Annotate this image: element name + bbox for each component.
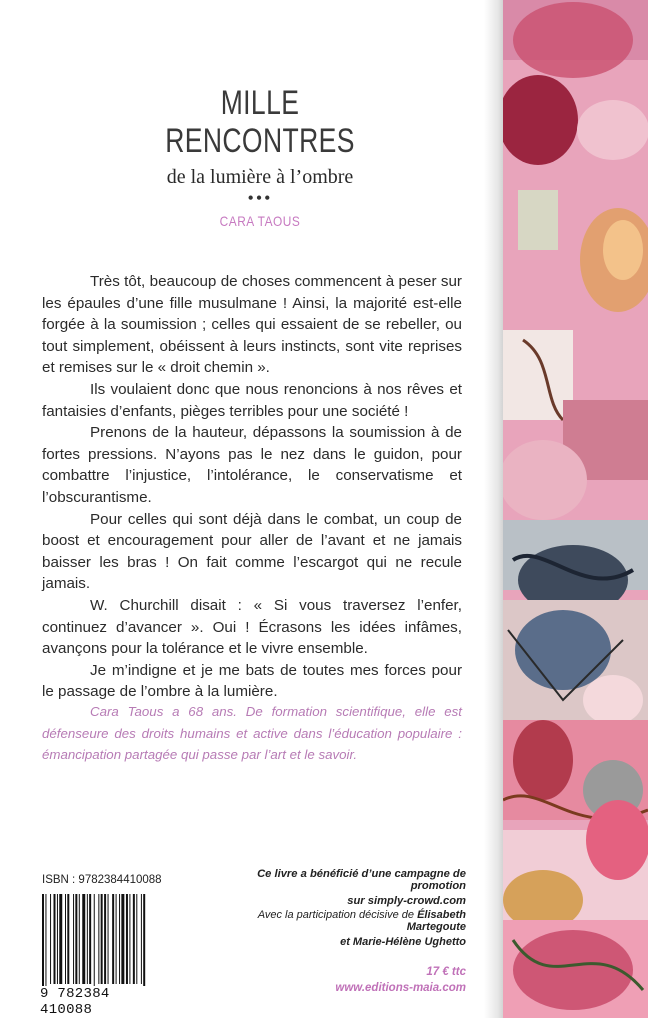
barcode-bar xyxy=(59,894,62,984)
cover-title-block xyxy=(120,84,400,229)
barcode-digits: 9 782384 410088 xyxy=(40,986,170,1018)
participant-name-1: Élisabeth Martegoute xyxy=(406,909,466,933)
barcode-bar xyxy=(136,894,137,984)
spine-shadow xyxy=(484,0,504,1018)
blurb-paragraph: Ils voulaient donc que nous renoncions à nos rêves et fantaisies d’enfants, pièges terribles pour une société ! xyxy=(42,380,462,420)
barcode-bar xyxy=(65,894,66,984)
book-subtitle: de la lumière à l’ombre xyxy=(166,166,354,188)
participation-and: et xyxy=(340,936,353,948)
barcode-bar xyxy=(98,894,99,984)
publisher-url: www.editions-maia.com xyxy=(335,982,466,994)
isbn-label: ISBN : 9782384410088 xyxy=(42,874,162,886)
barcode-bar xyxy=(82,894,85,984)
barcode-bar xyxy=(42,894,44,992)
barcode-bar xyxy=(129,894,130,984)
barcode-bar xyxy=(67,894,69,984)
barcode-bar xyxy=(121,894,124,984)
participation-prefix: Avec la participation décisive de xyxy=(257,909,418,921)
blurb-paragraph: Très tôt, beaucoup de choses commencent à peser sur les épaules d’une fille musulmane ! Ainsi, la majorité est-elle forgée à la soumission ; celles qui essaient de se rebeller, ou tout simplement, obéissent à leurs instincts, sont vite reprises et remises sur le « droit chemin ». xyxy=(42,273,462,377)
barcode-bar xyxy=(104,894,106,984)
participant-name-2: Marie-Hélène Ughetto xyxy=(352,936,466,948)
blurb-text xyxy=(42,271,462,703)
promo-line-1: Ce livre a bénéficié d’une campagne de promotion xyxy=(257,868,466,892)
artwork-painting xyxy=(503,0,648,1018)
barcode-bar xyxy=(101,894,103,984)
book-title-line-1: MILLE xyxy=(220,84,300,122)
blurb-paragraph: Prenons de la hauteur, dépassons la soumission à de fortes pressions. N’ayons pas le nez dans le guidon, pour combattre l’injustice, l’intolérance, le conservatisme et l’obscurantisme. xyxy=(42,424,462,506)
barcode-bar xyxy=(45,894,46,992)
blurb-paragraph: Je m’indigne et je me bats de toutes mes forces pour le passage de l’ombre à la lumière. xyxy=(42,661,462,701)
barcode-bar xyxy=(112,894,114,984)
barcode-bar xyxy=(89,894,91,984)
barcode-bar xyxy=(87,894,88,984)
blurb-paragraph: W. Churchill disait : « Si vous traversez l’enfer, continuez d’avancer ». Oui ! Écrasons les idées infâmes, avançons pour la tolérance et le vivre ensemble. xyxy=(42,596,462,658)
barcode-bar xyxy=(119,894,120,984)
promo-participation xyxy=(200,909,466,948)
barcode-bar xyxy=(73,894,74,984)
author-name: CARA TAOUS xyxy=(219,213,301,229)
price-block xyxy=(200,966,466,994)
barcode-bar xyxy=(133,894,135,984)
barcode-bar xyxy=(75,894,77,984)
barcode-bar xyxy=(94,894,95,992)
promo-campaign xyxy=(200,868,466,907)
cover-artwork xyxy=(503,0,648,1018)
barcode-bar xyxy=(54,894,56,984)
barcode-bar xyxy=(108,894,109,984)
participation-line-1 xyxy=(200,909,466,933)
barcode-bar xyxy=(57,894,58,984)
barcode-bar xyxy=(79,894,80,984)
ornament-dots: ••• xyxy=(247,188,273,208)
price: 17 € ttc xyxy=(426,966,466,978)
barcode-bar xyxy=(141,894,142,984)
barcode-bar xyxy=(116,894,117,984)
blurb-paragraph: Pour celles qui sont déjà dans le combat, un coup de boost et encouragement pour aller de l’avant et ne jamais baisser les bras ! On fait comme l’escargot qui ne recule jamais. xyxy=(42,510,462,593)
barcode-bar xyxy=(126,894,128,984)
barcode-bar xyxy=(50,894,51,984)
barcode-bar xyxy=(143,894,145,992)
book-title-line-2: RENCONTRES xyxy=(165,122,355,160)
author-bio: Cara Taous a 68 ans. De formation scientifique, elle est défenseure des droits humains et active dans l’éducation populaire : émancipation partagée qui passe par l’art et le savoir. xyxy=(42,704,462,762)
promo-line-2: sur simply-crowd.com xyxy=(347,895,466,907)
participation-line-2 xyxy=(200,936,466,948)
